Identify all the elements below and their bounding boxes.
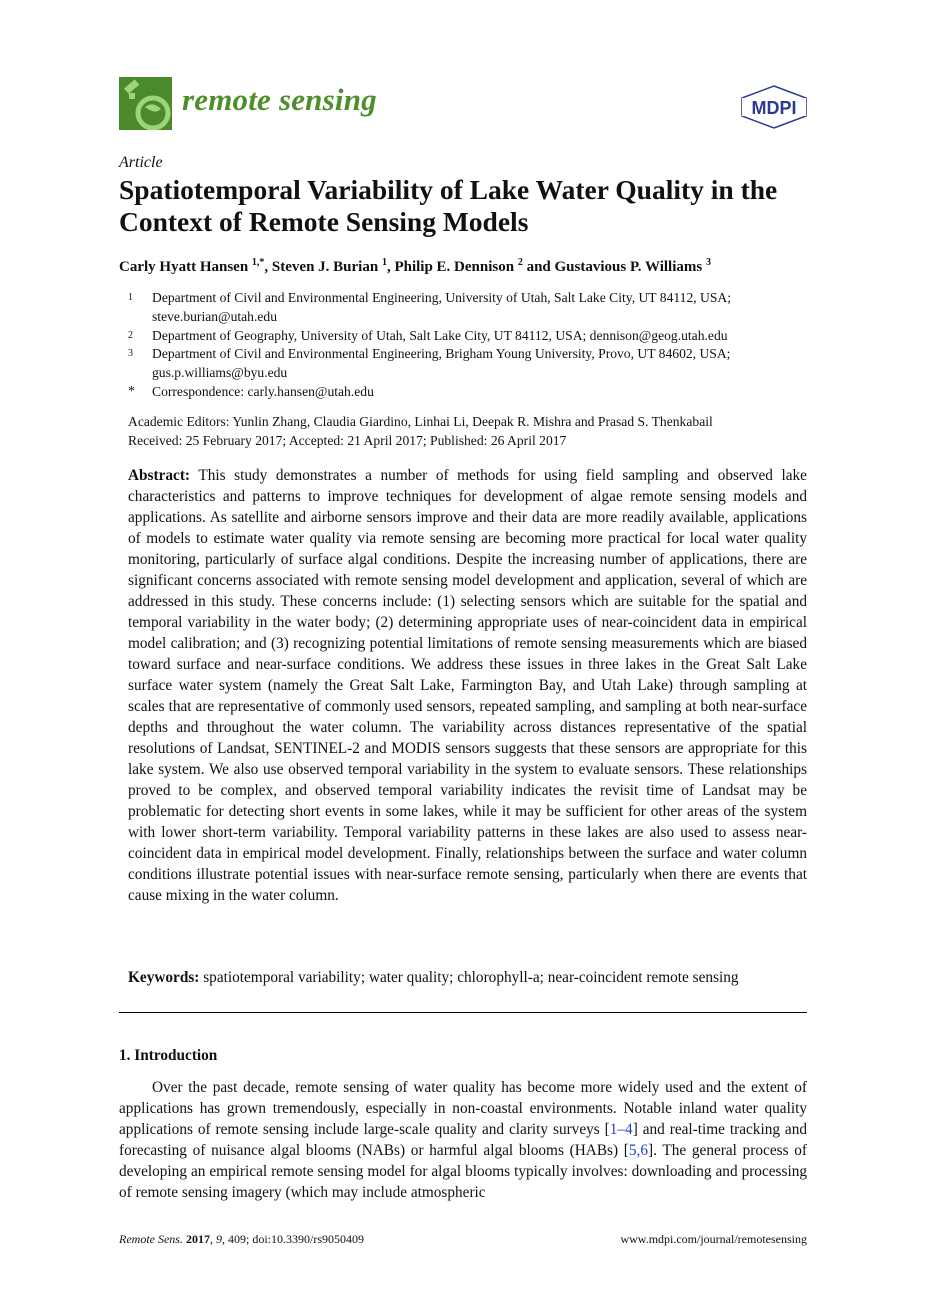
footer-volume: 9 (215, 1232, 222, 1246)
editors-and-dates (128, 412, 808, 450)
keywords-label: Keywords: (128, 969, 200, 986)
affiliation-number: 1 (128, 292, 133, 303)
keywords-text: spatiotemporal variability; water quality; chlorophyll-a; near-coincident remote sensing (203, 969, 739, 986)
author-affiliation: 2 (517, 257, 523, 268)
section-heading: 1. Introduction (119, 1047, 218, 1064)
author-affiliation: 1,* (251, 257, 265, 268)
author-affiliation: 3 (705, 257, 711, 268)
author: Philip E. Dennison (394, 259, 515, 275)
author-list (119, 259, 711, 276)
footer-url: www.mdpi.com/journal/remotesensing (620, 1232, 807, 1246)
author: Carly Hyatt Hansen (119, 259, 249, 275)
footer-year: 2017 (185, 1232, 210, 1246)
mdpi-logo (738, 84, 810, 130)
affiliation-text: Department of Civil and Environmental Engineering, Brigham Young University, Provo, UT 84602, USA; gus.p.williams@byu.edu (152, 346, 731, 380)
author-affiliation: 1 (381, 257, 387, 268)
article-type: Article (119, 154, 163, 171)
footer-doi: , 409; doi:10.3390/rs9050409 (221, 1232, 364, 1246)
affiliation-text: Department of Geography, University of Utah, Salt Lake City, UT 84112, USA; dennison@geog.utah.edu (152, 328, 728, 343)
journal-logo-icon (119, 77, 172, 130)
affiliation-number: * (128, 384, 135, 399)
separator: and (522, 259, 555, 275)
intro-paragraph (119, 1077, 807, 1203)
citation-link[interactable]: 5,6 (628, 1142, 649, 1159)
author: Gustavious P. Williams (554, 259, 703, 275)
publication-dates: Received: 25 February 2017; Accepted: 21 April 2017; Published: 26 April 2017 (128, 433, 567, 448)
paper-title: Spatiotemporal Variability of Lake Water Quality in the Context of Remote Sensing Models (119, 174, 778, 237)
affiliation-text: Correspondence: carly.hansen@utah.edu (152, 384, 374, 399)
footer-citation: Remote Sens. 2017, 9, 409; doi:10.3390/rs9050409 (119, 1232, 364, 1246)
separator: , (264, 259, 272, 275)
abstract (128, 465, 807, 906)
divider (119, 1012, 807, 1013)
body-text: ]. The general process of developing an empirical remote sensing model for algal blooms typically involves: downloading and processing of remote sensing imagery (which may include atmospheric (119, 1142, 807, 1201)
academic-editors: Academic Editors: Yunlin Zhang, Claudia Giardino, Linhai Li, Deepak R. Mishra and Prasad S. Thenkabail (128, 414, 713, 429)
affiliation-number: 2 (128, 330, 133, 341)
abstract-text: This study demonstrates a number of methods for using field sampling and observed lake characteristics and patterns to improve techniques for development of algae remote sensing models and applications. As satellite and airborne sensors improve and their data are more readily available, applications of models to estimate water quality via remote sensing are becoming more practical for local water quality monitoring, particularly of surface algal conditions. Despite the increasing number of applications, there are significant concerns associated with remote sensing model development and application, several of which are addressed in this study. These concerns include: (1) selecting sensors which are suitable for the spatial and temporal variability in the water body; (2) determining appropriate uses of near-coincident data in empirical model calibration; and (3) recognizing potential limitations of remote sensing measurements which are biased toward surface and near-surface conditions. We address these issues in three lakes in the Great Salt Lake surface water system (namely the Great Salt Lake, Farmington Bay, and Utah Lake) through sampling at scales that are representative of commonly used sensors, repeated sampling, and sampling at both near-surface depths and throughout the water column. The variability across distances representative of the spatial resolutions of Landsat, SENTINEL-2 and MODIS sensors suggests that these sensors are appropriate for this lake system. We also use observed temporal variability in the system to evaluate sensors. These relationships proved to be complex, and observed temporal variability indicates the revisit time of Landsat may be problematic for detecting short events in some lakes, while it may be sufficient for other areas of the system with lower short-term variability. Temporal variability patterns in these lakes are also used to assess near-coincident data in empirical model development. Finally, relationships between the surface and water column conditions illustrate potential issues with near-surface remote sensing, particularly when there are events that cause mixing in the water column. (128, 467, 807, 904)
footer-journal: Remote Sens. (119, 1232, 183, 1246)
mdpi-logo-text: MDPI (751, 98, 797, 118)
body-text: ] and real-time tracking and forecasting of nuisance algal blooms (NABs) or harmful algal blooms (HABs) [ (119, 1121, 808, 1159)
citation-link[interactable]: 1–4 (609, 1121, 633, 1138)
journal-name: remote sensing (182, 82, 377, 117)
affiliation-number: 3 (128, 348, 133, 359)
abstract-label: Abstract: (128, 467, 191, 484)
separator: , (386, 259, 395, 275)
author: Steven J. Burian (271, 259, 379, 275)
body-text: Over the past decade, remote sensing of water quality has become more widely used and the extent of applications has grown tremendously, especially in non-coastal environments. Notable inland water quality applications of remote sensing include large-scale quality and clarity surveys [ (119, 1079, 807, 1138)
keywords (128, 967, 807, 988)
affiliation-text: Department of Civil and Environmental Engineering, University of Utah, Salt Lake City, UT 84112, USA; steve.burian@utah.edu (152, 290, 732, 324)
